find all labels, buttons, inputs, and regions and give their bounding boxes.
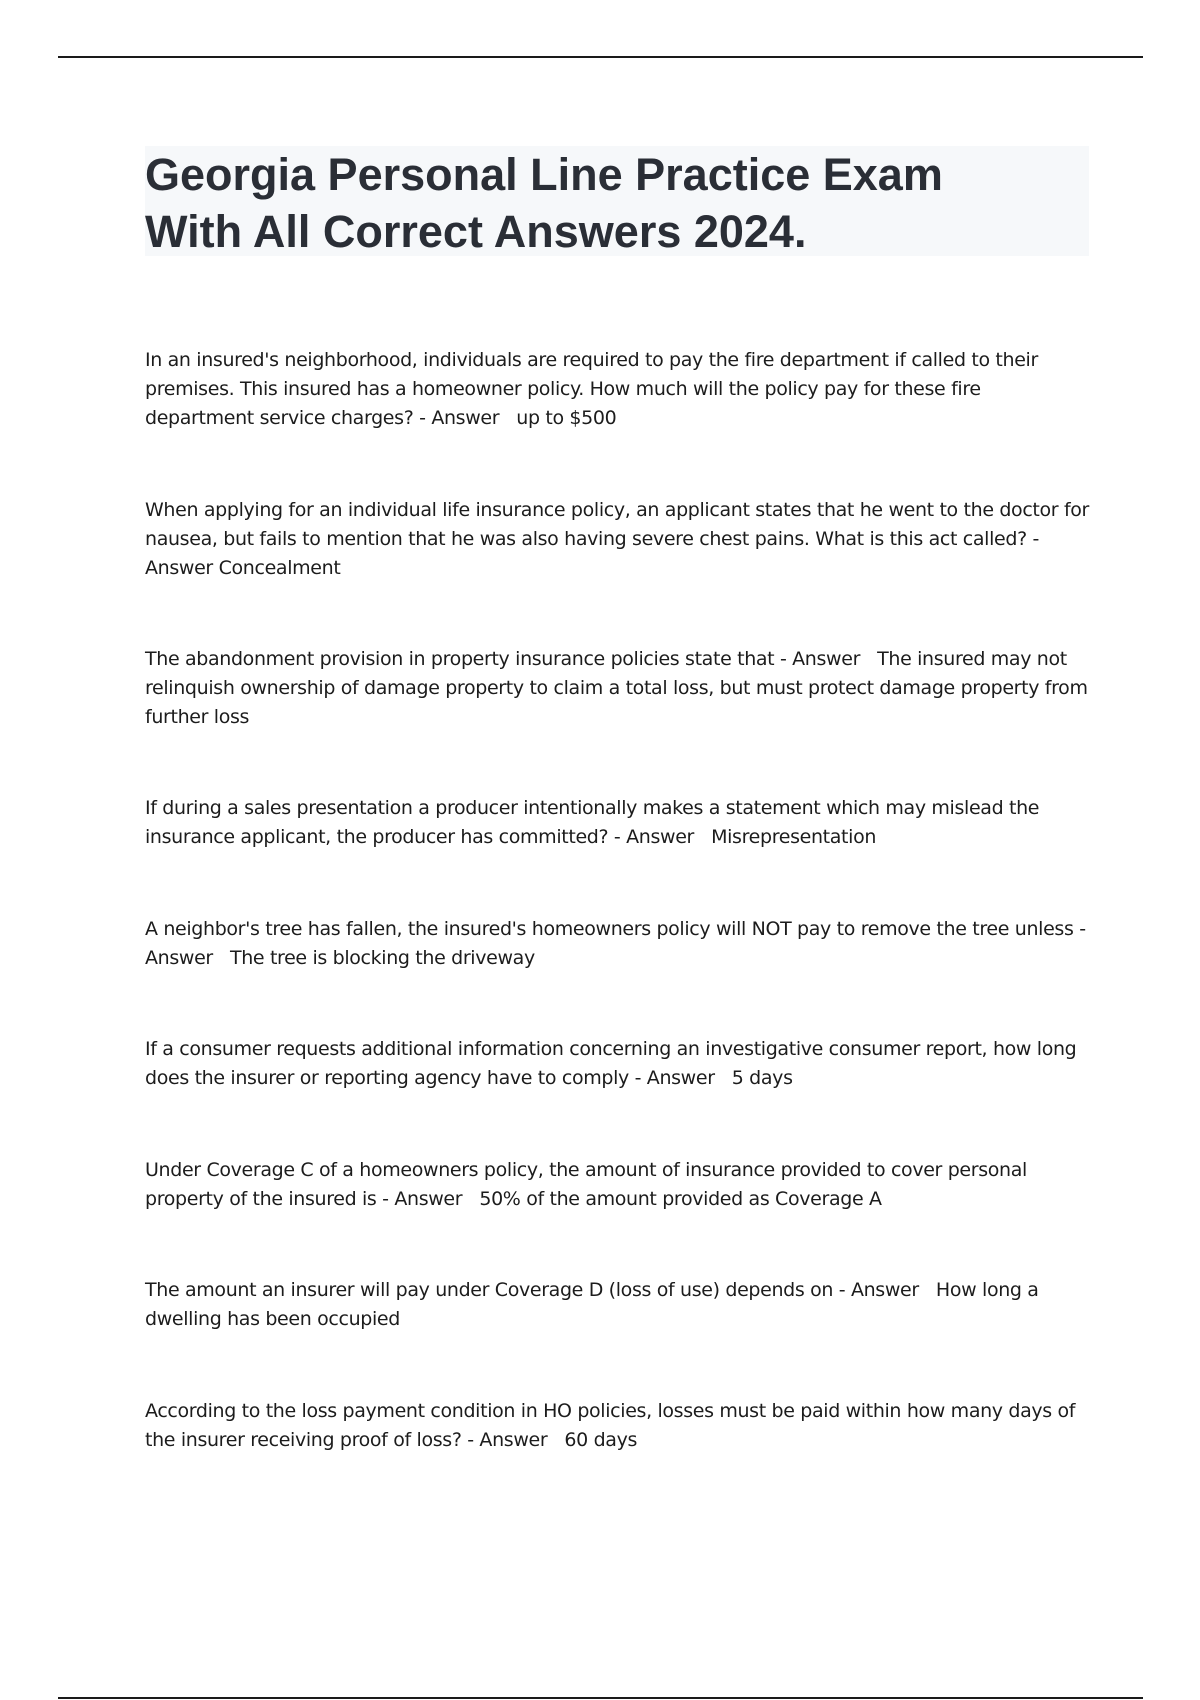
qa-item bbox=[145, 496, 1095, 583]
question-text: The amount an insurer will pay under Coverage D (loss of use) depends on - Answer bbox=[145, 1279, 919, 1301]
document-title: Georgia Personal Line Practice Exam With All Correct Answers 2024. bbox=[145, 149, 943, 257]
qa-item bbox=[145, 645, 1095, 732]
top-rule bbox=[58, 56, 1143, 58]
qa-item bbox=[145, 1397, 1095, 1455]
qa-item bbox=[145, 1276, 1095, 1334]
question-text: According to the loss payment condition in HO policies, losses must be paid within how many days of the insurer receiving proof of loss? - Answer bbox=[145, 1400, 1076, 1451]
answer-text: 5 days bbox=[731, 1067, 793, 1089]
answer-text: How long a dwelling has been occupied bbox=[145, 1279, 1039, 1330]
answer-text: Concealment bbox=[218, 557, 341, 579]
question-text: The abandonment provision in property insurance policies state that - Answer bbox=[145, 648, 861, 670]
question-text: A neighbor's tree has fallen, the insured's homeowners policy will NOT pay to remove the tree unless - Answer bbox=[145, 918, 1086, 969]
answer-text: The tree is blocking the driveway bbox=[229, 947, 535, 969]
question-text: Under Coverage C of a homeowners policy, the amount of insurance provided to cover personal property of the insured is - Answer bbox=[145, 1159, 1027, 1210]
bottom-rule bbox=[58, 1697, 1143, 1699]
answer-text: 50% of the amount provided as Coverage A bbox=[479, 1188, 882, 1210]
answer-text: up to $500 bbox=[516, 407, 617, 429]
answer-text: Misrepresentation bbox=[711, 826, 877, 848]
qa-item bbox=[145, 915, 1095, 973]
title-box bbox=[145, 146, 1089, 256]
qa-item bbox=[145, 346, 1095, 433]
question-text: When applying for an individual life insurance policy, an applicant states that he went to the doctor for nausea, but fails to mention that he was also having severe chest pains. What is this act called? - Answer bbox=[145, 499, 1090, 579]
qa-item bbox=[145, 1156, 1095, 1214]
qa-item bbox=[145, 1035, 1095, 1093]
answer-text: 60 days bbox=[564, 1429, 638, 1451]
question-text: In an insured's neighborhood, individuals are required to pay the fire department if called to their premises. This insured has a homeowner policy. How much will the policy pay for these fire department service charges? - Answer bbox=[145, 349, 1038, 429]
answer-text: The insured may not relinquish ownership of damage property to claim a total loss, but must protect damage property from further loss bbox=[145, 648, 1088, 728]
question-text: If a consumer requests additional information concerning an investigative consumer report, how long does the insurer or reporting agency have to comply - Answer bbox=[145, 1038, 1077, 1089]
qa-item bbox=[145, 794, 1095, 852]
question-text: If during a sales presentation a producer intentionally makes a statement which may mislead the insurance applicant, the producer has committed? - Answer bbox=[145, 797, 1040, 848]
